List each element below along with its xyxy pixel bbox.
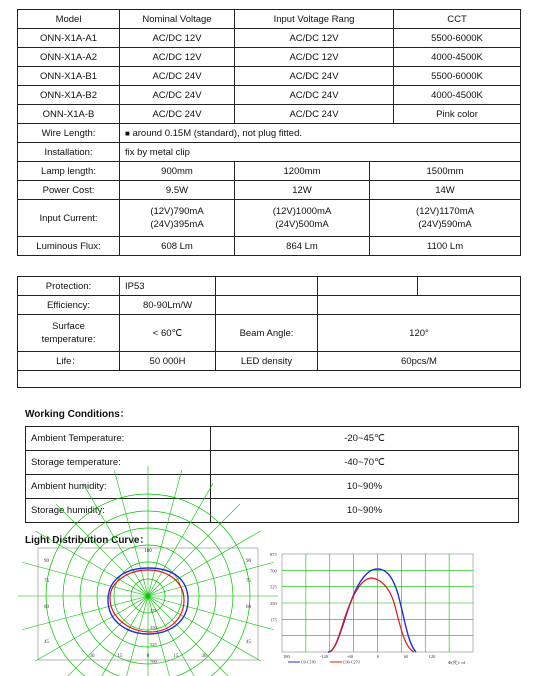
model-row (18, 105, 521, 124)
condition-label: Ambient humidity: (26, 475, 211, 499)
polar-ring-label: 350 (150, 625, 157, 630)
model-nominal: AC/DC 24V (120, 86, 235, 105)
model-cct: Pink color (394, 105, 521, 124)
model-input: AC/DC 24V (235, 67, 394, 86)
current-24v: (24V)590mA (418, 219, 472, 230)
cartesian-x-tick: 60 (403, 654, 409, 659)
condition-row (26, 427, 519, 451)
wire-value: around 0.15M (standard), not plug fitted. (132, 127, 303, 139)
polar-radial (56, 596, 148, 676)
cartesian-x-left-label: 180 (283, 654, 290, 659)
power-cost-value: 14W (370, 181, 521, 200)
cartesian-x-tick: 0 (376, 654, 380, 659)
current-12v: (12V)1170mA (416, 206, 474, 217)
header-nominal-voltage: Nominal Voltage (120, 10, 235, 29)
cartesian-y-tick: 525 (270, 584, 277, 590)
polar-right-label: 75 (246, 579, 251, 584)
luminous-flux-value: 864 Lm (235, 237, 370, 256)
empty-cell (318, 296, 521, 315)
lamp-length-value: 1500mm (370, 162, 521, 181)
working-conditions-table (25, 426, 519, 523)
model-row (18, 86, 521, 105)
polar-bottom-label: 15 (173, 654, 179, 659)
condition-value: 10~90% (211, 499, 519, 523)
condition-row (26, 499, 519, 523)
cartesian-y-tick: 175 (270, 617, 277, 623)
current-12v: (12V)1000mA (272, 206, 332, 217)
cartesian-distribution-plot (268, 548, 483, 666)
light-distribution-title: Light Distribution Curve： (25, 535, 150, 546)
empty-cell (216, 277, 318, 296)
condition-value: -40~70℃ (211, 451, 519, 475)
cartesian-unit-label: Φ(度): cd (448, 660, 466, 665)
cartesian-x-tick: 120 (428, 654, 436, 659)
cartesian-x-tick: -60 (347, 654, 353, 659)
model-row (18, 29, 521, 48)
protection-value: IP53 (120, 277, 216, 296)
model-cct: 4000-4500K (394, 48, 521, 67)
model-input: AC/DC 24V (235, 86, 394, 105)
efficiency-label: Efficiency: (18, 296, 120, 315)
model-nominal: AC/DC 24V (120, 105, 235, 124)
polar-bottom-label: 15 (117, 654, 123, 659)
model-cct: 5500-6000K (394, 29, 521, 48)
surface-temp-value: < 60℃ (120, 315, 216, 352)
protection-label: Protection: (18, 277, 120, 296)
polar-ring-label: 700 (150, 659, 157, 664)
life-value: 50 000H (120, 352, 216, 371)
model-input: AC/DC 12V (235, 29, 394, 48)
power-cost-label: Power Cost: (18, 181, 120, 200)
polar-left-label: 75 (44, 579, 49, 584)
polar-distribution-plot (38, 548, 258, 664)
cartesian-y-tick: 700 (270, 568, 277, 574)
current-24v: (24V)395mA (150, 219, 204, 230)
wire-value-cell (120, 124, 521, 143)
cartesian-x-tick: -120 (319, 654, 329, 659)
spec-table (17, 9, 521, 256)
luminous-flux-value: 1100 Lm (370, 237, 521, 256)
spec-table-lower (17, 276, 521, 388)
life-row (18, 352, 521, 371)
model-nominal: AC/DC 12V (120, 29, 235, 48)
model-name: ONN-X1A-A2 (18, 48, 120, 67)
polar-top-label: 180 (144, 549, 152, 554)
efficiency-row (18, 296, 521, 315)
model-cct: 5500-6000K (394, 67, 521, 86)
power-cost-value: 9.5W (120, 181, 235, 200)
polar-left-label: 60 (44, 605, 49, 610)
working-conditions-title: Working Conditions： (25, 409, 130, 420)
polar-bottom-label: 30 (89, 654, 95, 659)
polar-right-label: 60 (246, 605, 251, 610)
model-nominal: AC/DC 24V (120, 67, 235, 86)
condition-row (26, 475, 519, 499)
model-name: ONN-X1A-A1 (18, 29, 120, 48)
condition-label: Storage humidity: (26, 499, 211, 523)
input-current-value (235, 200, 370, 237)
condition-label: Ambient Temperature: (26, 427, 211, 451)
polar-right-label: 45 (246, 640, 251, 645)
empty-cell (216, 296, 318, 315)
polar-ring-label: 525 (150, 642, 157, 647)
header-input-voltage: Input Voltage Rang (235, 10, 394, 29)
polar-bottom-label: 0 (146, 654, 150, 659)
cartesian-labels (270, 552, 466, 666)
model-row (18, 67, 521, 86)
model-input: AC/DC 24V (235, 105, 394, 124)
surface-label-line1: Surface (52, 321, 85, 332)
luminous-flux-row (18, 237, 521, 256)
condition-value: -20~45℃ (211, 427, 519, 451)
model-name: ONN-X1A-B2 (18, 86, 120, 105)
current-12v: (12V)790mA (150, 206, 204, 217)
condition-row (26, 451, 519, 475)
surface-label-line2: temperature: (41, 334, 96, 345)
polar-right-label: 90 (246, 559, 251, 564)
c0-c180-curve (328, 569, 416, 652)
lamp-length-row (18, 162, 521, 181)
beam-angle-value: 120° (318, 315, 521, 352)
life-label: Life： (18, 352, 120, 371)
input-current-label: Input Current: (18, 200, 120, 237)
protection-row (18, 277, 521, 296)
polar-left-label: 45 (44, 640, 49, 645)
wire-row (18, 124, 521, 143)
lamp-length-value: 900mm (120, 162, 235, 181)
lamp-length-value: 1200mm (235, 162, 370, 181)
model-cct: 4000-4500K (394, 86, 521, 105)
condition-value: 10~90% (211, 475, 519, 499)
surface-temp-label (18, 315, 120, 352)
polar-ring-label: 175 (150, 608, 157, 613)
current-24v: (24V)500mA (275, 219, 329, 230)
model-input: AC/DC 12V (235, 48, 394, 67)
input-current-row (18, 200, 521, 237)
power-cost-row (18, 181, 521, 200)
surface-temp-row (18, 315, 521, 352)
polar-left-label: 90 (44, 559, 49, 564)
empty-cell (18, 371, 521, 388)
installation-label: Installation: (18, 143, 120, 162)
bullet-icon: ■ (125, 128, 130, 138)
polar-radial (148, 531, 261, 596)
model-name: ONN-X1A-B1 (18, 67, 120, 86)
installation-row (18, 143, 521, 162)
model-nominal: AC/DC 12V (120, 48, 235, 67)
input-current-value (370, 200, 521, 237)
legend-label: C90-C270 (343, 659, 360, 665)
empty-cell (318, 277, 418, 296)
legend-label: C0-C180 (301, 659, 316, 665)
empty-row (18, 371, 521, 388)
legend (288, 660, 360, 665)
beam-angle-label: Beam Angle: (216, 315, 318, 352)
header-cct: CCT (394, 10, 521, 29)
cartesian-y-tick: 350 (270, 601, 277, 606)
cartesian-y-tick: 875 (270, 552, 277, 557)
luminous-flux-label: Luminous Flux: (18, 237, 120, 256)
led-density-label: LED density (216, 352, 318, 371)
wire-label: Wire Length: (18, 124, 120, 143)
polar-radial (148, 596, 240, 676)
installation-value: fix by metal clip (120, 143, 521, 162)
condition-label: Storage temperature: (26, 451, 211, 475)
model-row (18, 48, 521, 67)
led-density-value: 60pcs/M (318, 352, 521, 371)
header-model: Model (18, 10, 120, 29)
lamp-length-label: Lamp length: (18, 162, 120, 181)
empty-cell (418, 277, 521, 296)
model-name: ONN-X1A-B (18, 105, 120, 124)
efficiency-value: 80-90Lm/W (120, 296, 216, 315)
luminous-flux-value: 608 Lm (120, 237, 235, 256)
input-current-value (120, 200, 235, 237)
spec-header-row (18, 10, 521, 29)
polar-bottom-label: 30 (201, 654, 207, 659)
power-cost-value: 12W (235, 181, 370, 200)
